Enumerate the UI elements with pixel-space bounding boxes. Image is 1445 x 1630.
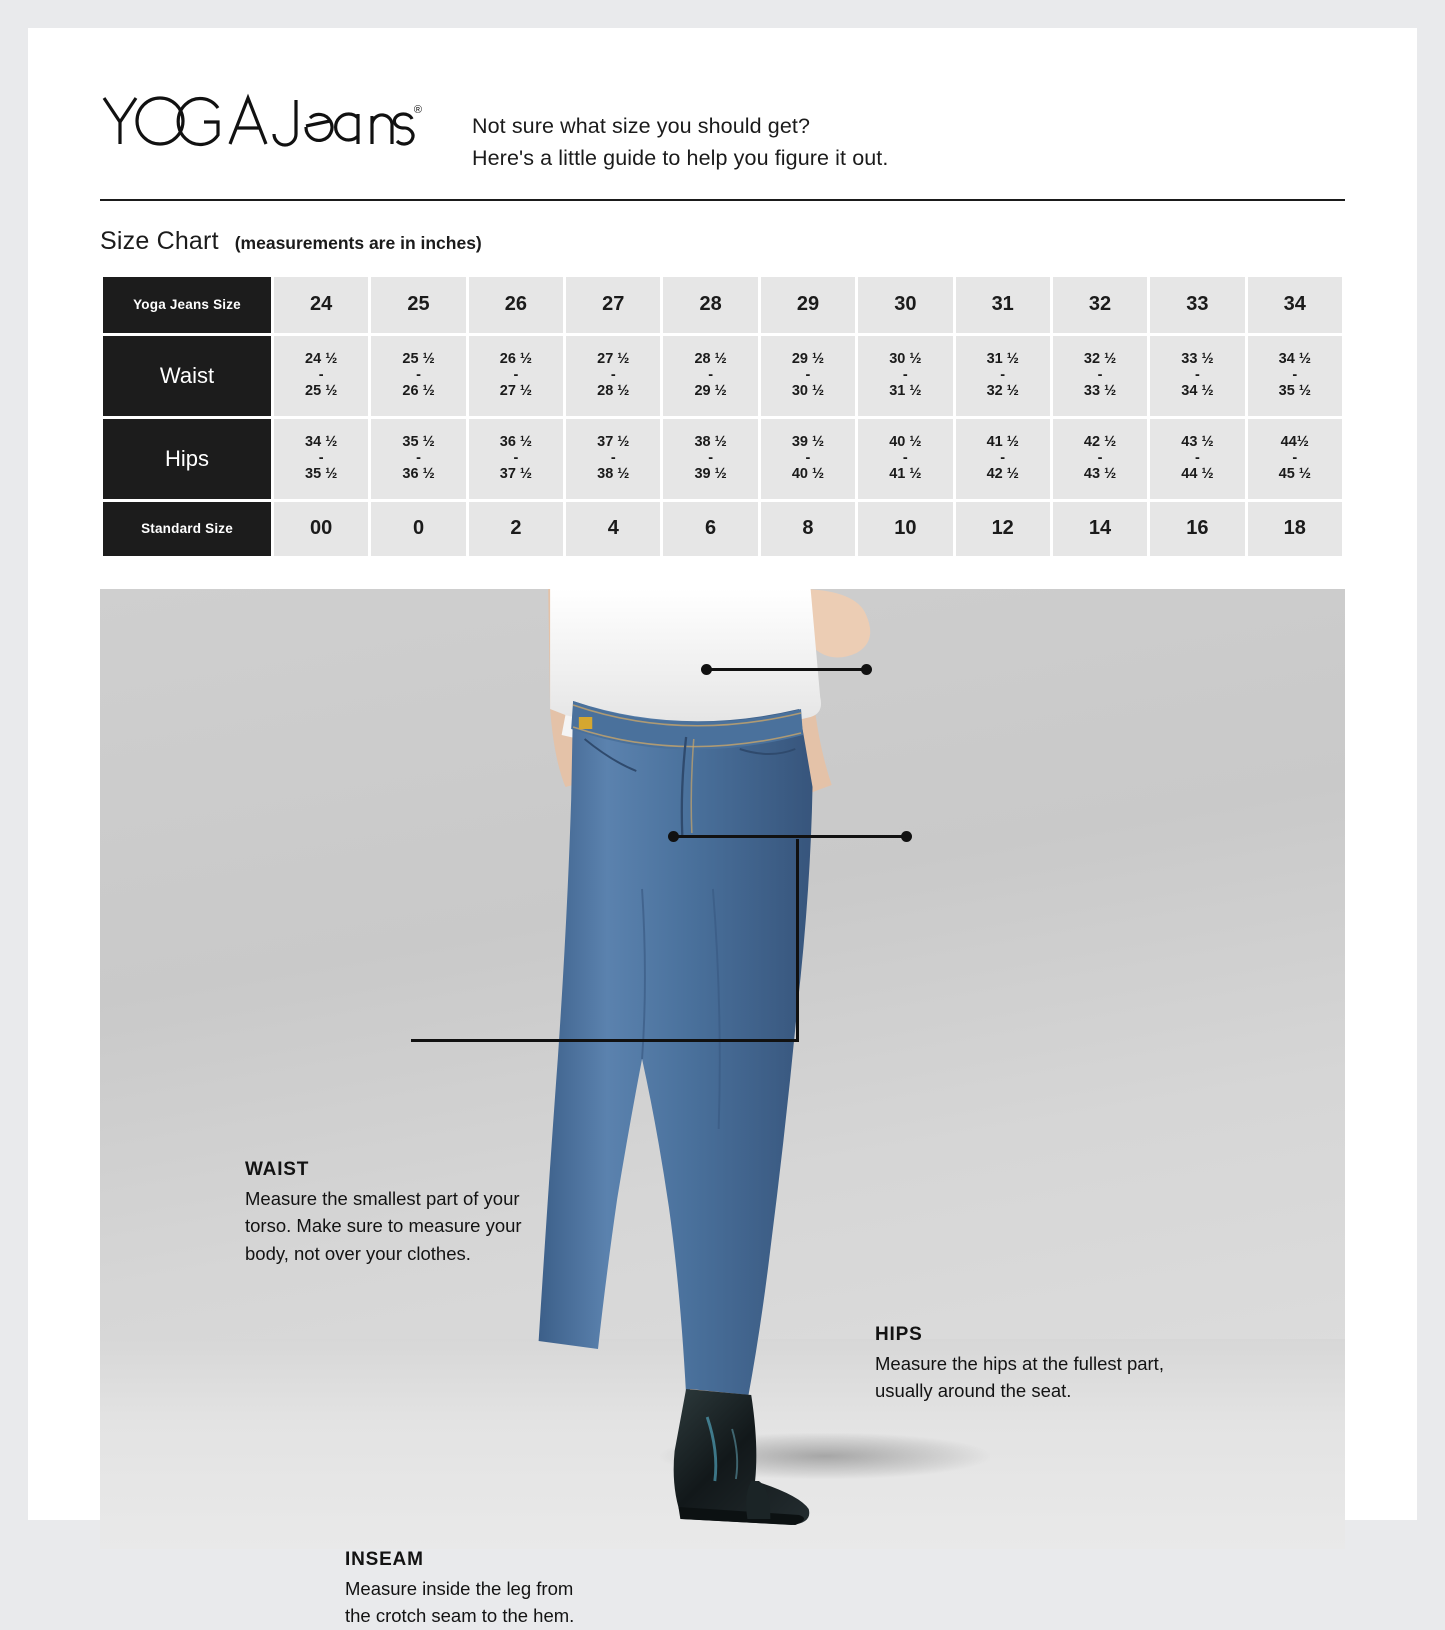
waist-from: 31 ½ xyxy=(987,351,1019,367)
annotation-waist-title: WAIST xyxy=(245,1159,545,1181)
range-dash: - xyxy=(858,451,952,466)
cell-size: 34 xyxy=(1248,277,1342,333)
waist-from: 26 ½ xyxy=(500,351,532,367)
cell-hips-range xyxy=(1150,419,1244,499)
cell-hips-range xyxy=(956,419,1050,499)
cell-hips-range xyxy=(274,419,368,499)
range-dash: - xyxy=(1053,451,1147,466)
logo-icon xyxy=(100,88,420,152)
chart-units-note: (measurements are in inches) xyxy=(235,233,482,254)
hips-to: 36 ½ xyxy=(402,466,434,482)
range-dash: - xyxy=(1248,368,1342,383)
hips-to: 43 ½ xyxy=(1084,466,1116,482)
cell-size: 24 xyxy=(274,277,368,333)
hips-to: 35 ½ xyxy=(305,466,337,482)
annotation-inseam xyxy=(345,1549,595,1630)
waist-to: 27 ½ xyxy=(500,383,532,399)
waist-line-endpoint-right xyxy=(861,664,872,675)
cell-waist-range xyxy=(469,336,563,416)
hips-from: 39 ½ xyxy=(792,434,824,450)
range-dash: - xyxy=(1150,451,1244,466)
cell-size: 27 xyxy=(566,277,660,333)
table-row xyxy=(103,277,1342,333)
hips-from: 38 ½ xyxy=(694,434,726,450)
cell-hips-range xyxy=(1248,419,1342,499)
cell-size: 25 xyxy=(371,277,465,333)
range-dash: - xyxy=(1150,368,1244,383)
page-title: Size Chart xyxy=(100,227,219,256)
cell-standard-size: 8 xyxy=(761,502,855,556)
cell-waist-range xyxy=(858,336,952,416)
cell-hips-range xyxy=(663,419,757,499)
cell-waist-range xyxy=(956,336,1050,416)
range-dash: - xyxy=(566,451,660,466)
hips-to: 42 ½ xyxy=(987,466,1019,482)
waist-to: 25 ½ xyxy=(305,383,337,399)
range-dash: - xyxy=(663,451,757,466)
annotation-waist xyxy=(245,1159,545,1268)
cell-standard-size: 16 xyxy=(1150,502,1244,556)
waist-to: 26 ½ xyxy=(402,383,434,399)
hips-to: 39 ½ xyxy=(694,466,726,482)
cell-size: 31 xyxy=(956,277,1050,333)
cell-waist-range xyxy=(566,336,660,416)
cell-waist-range xyxy=(1150,336,1244,416)
range-dash: - xyxy=(761,368,855,383)
hips-from: 42 ½ xyxy=(1084,434,1116,450)
header-tagline xyxy=(472,88,888,175)
waist-to: 28 ½ xyxy=(597,383,629,399)
hips-from: 43 ½ xyxy=(1181,434,1213,450)
header xyxy=(100,74,1345,175)
header-tagline-line2: Here's a little guide to help you figure it out. xyxy=(472,142,888,174)
cell-size: 28 xyxy=(663,277,757,333)
hips-measure-line xyxy=(672,835,907,838)
hips-to: 38 ½ xyxy=(597,466,629,482)
waist-from: 29 ½ xyxy=(792,351,824,367)
cell-hips-range xyxy=(761,419,855,499)
range-dash: - xyxy=(371,451,465,466)
waist-from: 34 ½ xyxy=(1279,351,1311,367)
cell-size: 30 xyxy=(858,277,952,333)
annotation-hips-title: HIPS xyxy=(875,1324,1175,1346)
registered-mark: ® xyxy=(414,104,422,116)
cell-standard-size: 12 xyxy=(956,502,1050,556)
hips-line-endpoint-right xyxy=(901,831,912,842)
annotation-waist-desc: Measure the smallest part of your torso. Make sure to measure your body, not over your clothes. xyxy=(245,1185,545,1268)
hips-from: 37 ½ xyxy=(597,434,629,450)
annotation-hips-desc: Measure the hips at the fullest part, usually around the seat. xyxy=(875,1350,1175,1406)
cell-standard-size: 18 xyxy=(1248,502,1342,556)
row-header-yoga-size: Yoga Jeans Size xyxy=(103,277,271,333)
waist-from: 24 ½ xyxy=(305,351,337,367)
waist-to: 30 ½ xyxy=(792,383,824,399)
waist-to: 33 ½ xyxy=(1084,383,1116,399)
waist-from: 28 ½ xyxy=(694,351,726,367)
hips-to: 37 ½ xyxy=(500,466,532,482)
row-header-standard-size: Standard Size xyxy=(103,502,271,556)
waist-from: 25 ½ xyxy=(402,351,434,367)
hips-from: 36 ½ xyxy=(500,434,532,450)
hips-from: 44½ xyxy=(1281,434,1309,450)
range-dash: - xyxy=(469,368,563,383)
table-row xyxy=(103,336,1342,416)
range-dash: - xyxy=(663,368,757,383)
cell-standard-size: 0 xyxy=(371,502,465,556)
waist-to: 32 ½ xyxy=(987,383,1019,399)
cell-size: 33 xyxy=(1150,277,1244,333)
brand-logo xyxy=(100,88,420,152)
cell-waist-range xyxy=(1248,336,1342,416)
table-row xyxy=(103,419,1342,499)
header-tagline-line1: Not sure what size you should get? xyxy=(472,110,888,142)
hips-to: 45 ½ xyxy=(1279,466,1311,482)
waist-from: 30 ½ xyxy=(889,351,921,367)
cell-standard-size: 6 xyxy=(663,502,757,556)
hips-to: 44 ½ xyxy=(1181,466,1213,482)
cell-hips-range xyxy=(371,419,465,499)
row-header-waist: Waist xyxy=(103,336,271,416)
measurement-guide-photo xyxy=(100,589,1345,1549)
waist-to: 34 ½ xyxy=(1181,383,1213,399)
cell-hips-range xyxy=(858,419,952,499)
cell-standard-size: 4 xyxy=(566,502,660,556)
cell-standard-size: 2 xyxy=(469,502,563,556)
range-dash: - xyxy=(469,451,563,466)
waist-to: 29 ½ xyxy=(694,383,726,399)
range-dash: - xyxy=(956,368,1050,383)
cell-hips-range xyxy=(1053,419,1147,499)
header-divider xyxy=(100,199,1345,201)
range-dash: - xyxy=(566,368,660,383)
cell-waist-range xyxy=(663,336,757,416)
waist-from: 33 ½ xyxy=(1181,351,1213,367)
range-dash: - xyxy=(956,451,1050,466)
cell-standard-size: 14 xyxy=(1053,502,1147,556)
cell-size: 29 xyxy=(761,277,855,333)
cell-hips-range xyxy=(566,419,660,499)
waist-measure-line xyxy=(706,668,871,671)
cell-standard-size: 00 xyxy=(274,502,368,556)
hips-from: 35 ½ xyxy=(402,434,434,450)
hips-to: 41 ½ xyxy=(889,466,921,482)
waist-from: 27 ½ xyxy=(597,351,629,367)
cell-waist-range xyxy=(761,336,855,416)
size-chart-table xyxy=(100,274,1345,559)
size-guide-sheet xyxy=(28,28,1417,1520)
annotation-inseam-title: INSEAM xyxy=(345,1549,595,1571)
range-dash: - xyxy=(274,368,368,383)
hips-from: 41 ½ xyxy=(987,434,1019,450)
range-dash: - xyxy=(1248,451,1342,466)
range-dash: - xyxy=(761,451,855,466)
range-dash: - xyxy=(371,368,465,383)
row-header-hips: Hips xyxy=(103,419,271,499)
cell-waist-range xyxy=(274,336,368,416)
range-dash: - xyxy=(1053,368,1147,383)
annotation-hips xyxy=(875,1324,1175,1406)
range-dash: - xyxy=(858,368,952,383)
cell-waist-range xyxy=(371,336,465,416)
cell-size: 26 xyxy=(469,277,563,333)
inseam-measure-line-vertical xyxy=(796,839,799,1041)
waist-from: 32 ½ xyxy=(1084,351,1116,367)
hips-from: 40 ½ xyxy=(889,434,921,450)
cell-waist-range xyxy=(1053,336,1147,416)
hips-to: 40 ½ xyxy=(792,466,824,482)
annotation-inseam-desc: Measure inside the leg from the crotch seam to the hem. xyxy=(345,1575,595,1630)
waist-line-endpoint-left xyxy=(701,664,712,675)
cell-hips-range xyxy=(469,419,563,499)
inseam-measure-line-horizontal xyxy=(411,1039,799,1042)
cell-standard-size: 10 xyxy=(858,502,952,556)
hips-from: 34 ½ xyxy=(305,434,337,450)
waist-to: 31 ½ xyxy=(889,383,921,399)
waist-to: 35 ½ xyxy=(1279,383,1311,399)
range-dash: - xyxy=(274,451,368,466)
hips-line-endpoint-left xyxy=(668,831,679,842)
cell-size: 32 xyxy=(1053,277,1147,333)
table-row xyxy=(103,502,1342,556)
chart-title-row xyxy=(100,227,1345,256)
